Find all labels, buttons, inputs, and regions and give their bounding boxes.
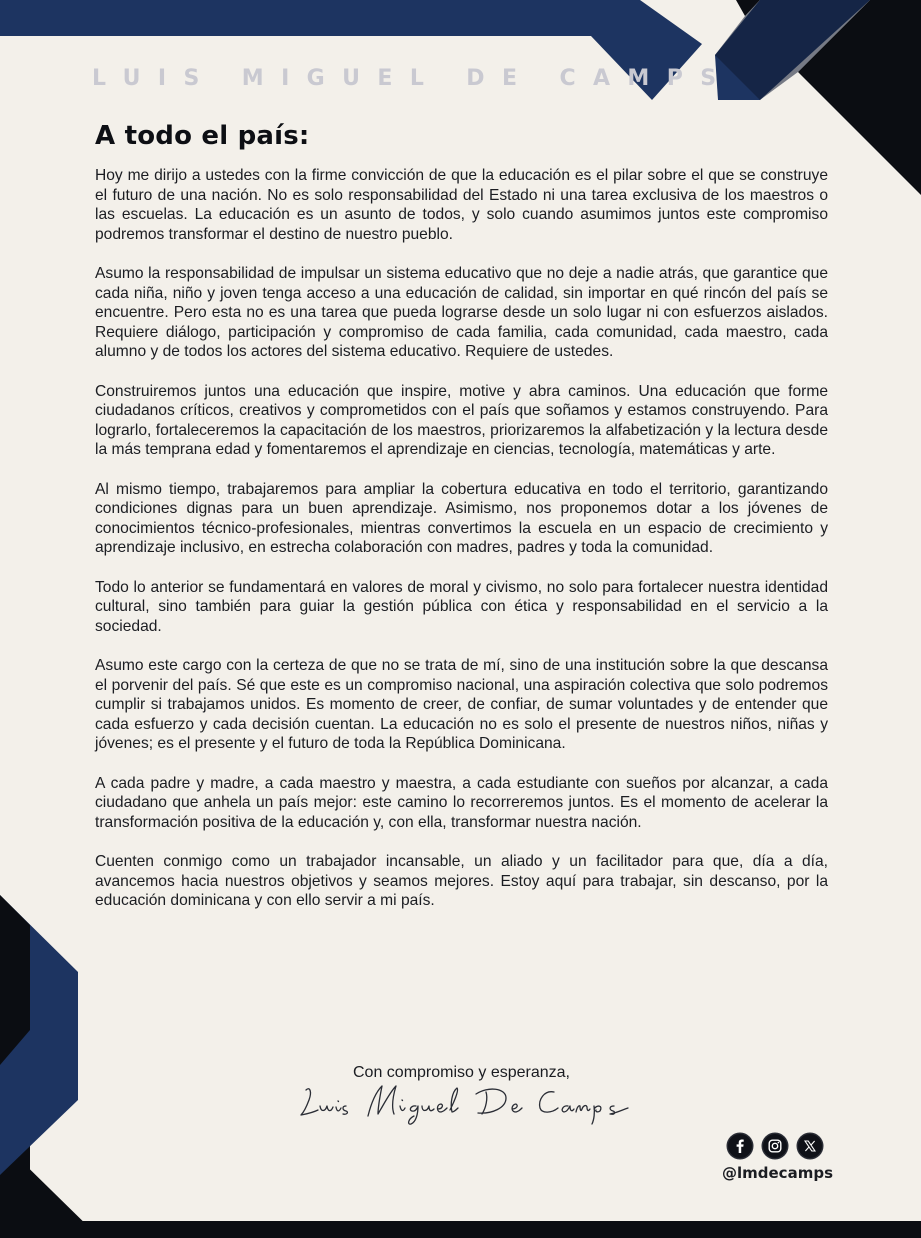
letter-paragraph: Cuenten conmigo como un trabajador incansable, un aliado y un facilitador para que, día a día, avancemos hacia nuestros objetivos y seamos mejores. Estoy aquí para trabajar, sin descanso, por la educación dominicana y con ello servir a mi país.	[95, 853, 828, 909]
handwritten-signature	[292, 1082, 648, 1126]
social-links	[728, 1134, 822, 1158]
header-name: LUIS MIGUEL DE CAMPS	[92, 66, 734, 91]
letter-paragraph: Al mismo tiempo, trabajaremos para ampliar la cobertura educativa en todo el territorio, garantizando condiciones dignas para un buen aprendizaje. Asimismo, nos proponemos dotar a los jóvenes de conocimientos técnico-profesionales, mientras convertimos la escuela en un espacio de crecimiento y aprendizaje inclusivo, en estrecha colaboración con madres, padres y toda la comunidad.	[95, 480, 828, 556]
x-icon[interactable]	[798, 1134, 822, 1158]
social-handle[interactable]: @lmdecamps	[722, 1164, 833, 1182]
letter-paragraph: Asumo la responsabilidad de impulsar un sistema educativo que no deje a nadie atrás, que garantice que cada niña, niño y joven tenga acceso a una educación de calidad, sin importar en qué rincón del país se encuentre. Pero esta no es una tarea que pueda lograrse desde un solo lugar ni con esfuerzos aislados. Requiere diálogo, participación y compromiso de cada familia, cada comunidad, cada maestro, cada alumno y de todos los actores del sistema educativo. Requiere de ustedes.	[95, 265, 828, 360]
instagram-icon[interactable]	[763, 1134, 787, 1158]
letter-paragraph: A cada padre y madre, a cada maestro y maestra, a cada estudiante con sueños por alcanzar, a cada ciudadano que anhela un país mejor: este camino lo recorreremos juntos. Es el momento de acelerar la transformación positiva de la educación y, con ella, transformar nuestra nación.	[95, 774, 828, 831]
letter-body	[95, 166, 828, 931]
facebook-icon[interactable]	[728, 1134, 752, 1158]
letter-paragraph: Construiremos juntos una educación que inspire, motive y abra caminos. Una educación que forme ciudadanos críticos, creativos y comprometidos con el país que soñamos y estamos construyendo. Para lograrlo, fortaleceremos la capacitación de los maestros, priorizaremos la alfabetización y la lectura desde la más temprana edad y fomentaremos el aprendizaje en ciencias, tecnología, matemáticas y arte.	[95, 382, 828, 458]
letter-paragraph: Todo lo anterior se fundamentará en valores de moral y civismo, no solo para fortalecer nuestra identidad cultural, sino también para guiar la gestión pública con ética y responsabilidad en el servicio a la sociedad.	[95, 578, 828, 635]
closing-line	[0, 1064, 921, 1082]
closing-text: Con compromiso y esperanza,	[353, 1064, 570, 1081]
letter-paragraph: Hoy me dirijo a ustedes con la firme convicción de que la educación es el pilar sobre el que se construye el futuro de una nación. No es solo responsabilidad del Estado ni una tarea exclusiva de los maestros o las escuelas. La educación es un asunto de todos, y solo cuando asumimos juntos este compromiso podremos transformar el destino de nuestro pueblo.	[95, 167, 828, 243]
letter-title: A todo el país:	[95, 121, 310, 151]
letter-paragraph: Asumo este cargo con la certeza de que no se trata de mí, sino de una institución sobre la que descansa el porvenir del país. Sé que este es un compromiso nacional, una aspiración colectiva que solo podremos cumplir si trabajamos unidos. Es momento de creer, de confiar, de sumar voluntades y de entender que cada esfuerzo y cada decisión cuentan. La educación no es solo el presente de nuestros niños, niñas y jóvenes; es el presente y el futuro de toda la República Dominicana.	[95, 657, 828, 752]
